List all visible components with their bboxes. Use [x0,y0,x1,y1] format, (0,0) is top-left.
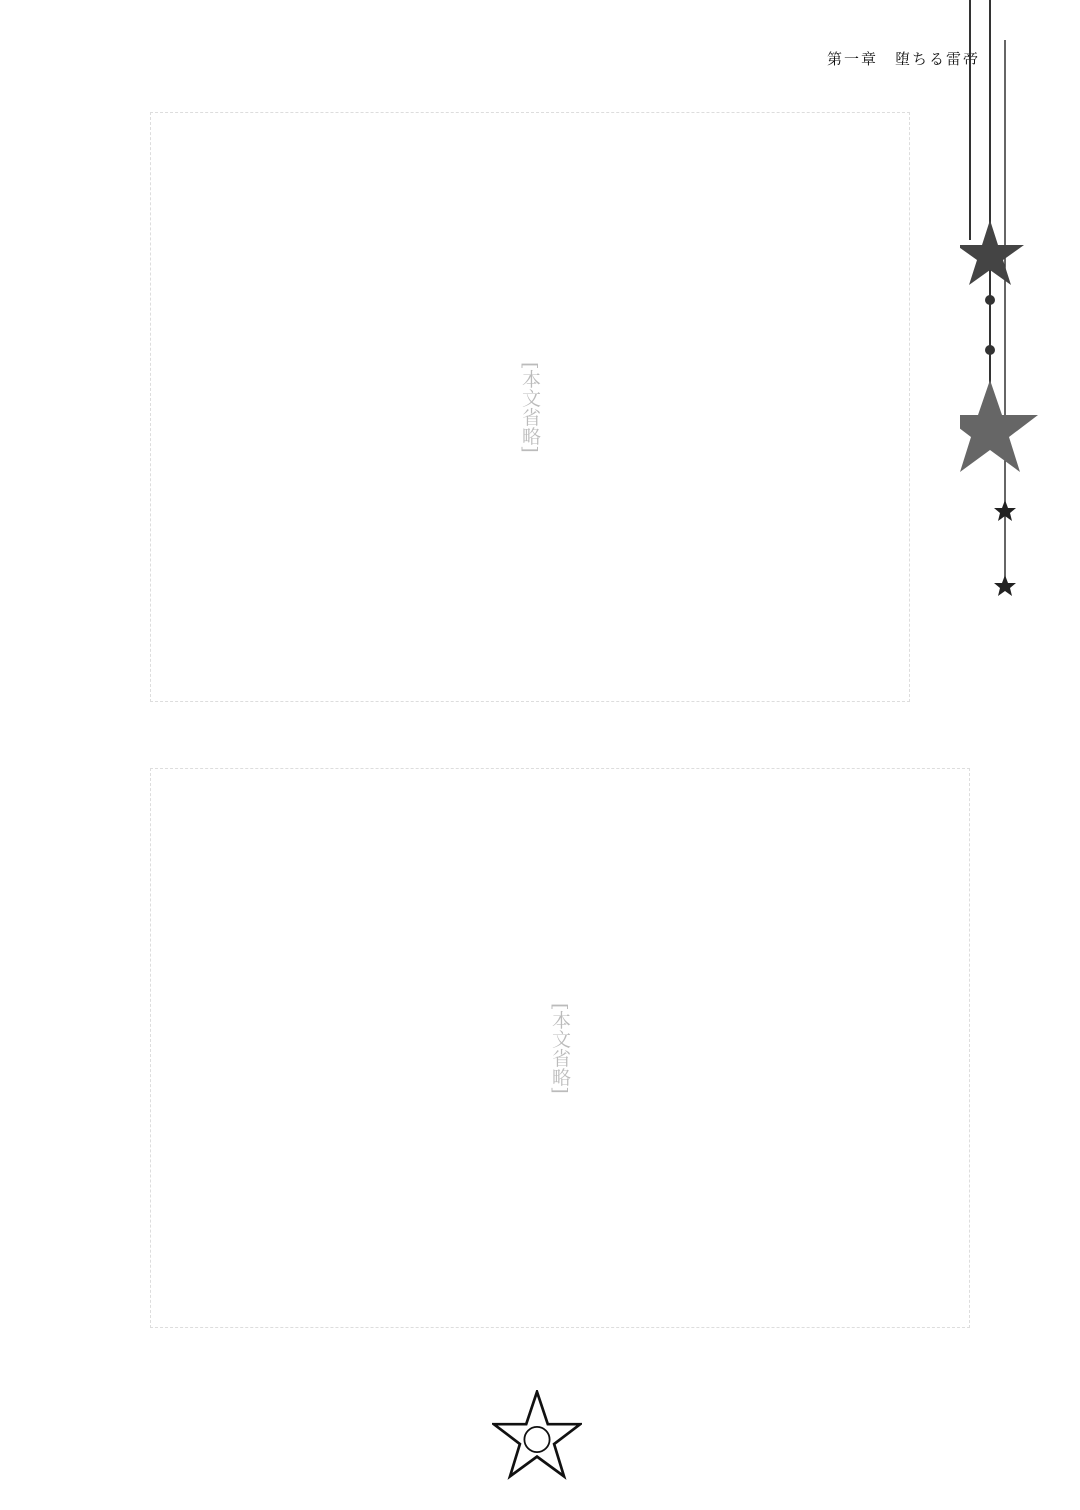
text-block-lower [150,768,970,1328]
decorative-stars-icon [960,0,1060,620]
omitted-text: [本文省略] [150,768,970,1328]
chapter-header: 第一章 堕ちる雷帝 [826,50,980,68]
text-block-upper [150,112,910,702]
star-emblem-icon [492,1390,582,1480]
omitted-text: [本文省略] [150,112,910,702]
